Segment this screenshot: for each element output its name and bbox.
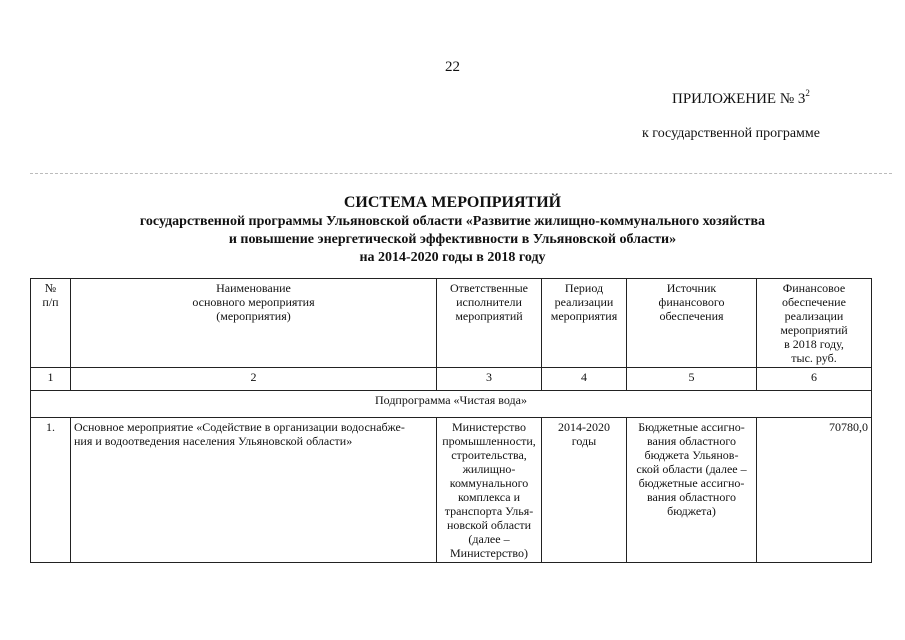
document-subtitle-line-3: на 2014-2020 годы в 2018 году [359, 250, 546, 265]
table-header-row [31, 279, 872, 368]
column-number: 3 [437, 368, 542, 391]
header-number: № п/п [31, 279, 71, 368]
header-executors: Ответственные исполнители мероприятий [437, 279, 542, 368]
appendix-label [672, 88, 810, 108]
table-row [31, 418, 872, 563]
row-amount: 70780,0 [757, 418, 872, 563]
column-number: 6 [757, 368, 872, 391]
appendix-subtitle: к государственной программе [642, 126, 820, 141]
header-source: Источник финансового обеспечения [627, 279, 757, 368]
row-number: 1. [31, 418, 71, 563]
section-row [31, 391, 872, 418]
header-period: Период реализации мероприятия [542, 279, 627, 368]
scan-artifact-line [30, 173, 892, 174]
header-name: Наименование основного мероприятия (мероприятия) [71, 279, 437, 368]
row-funding-source: Бюджетные ассигно- вания областного бюджета Ульянов- ской области (далее – бюджетные ассигно- вания областного бюджета) [627, 418, 757, 563]
section-title: Подпрограмма «Чистая вода» [31, 391, 872, 418]
header-financing: Финансовое обеспечение реализации мероприятий в 2018 году, тыс. руб. [757, 279, 872, 368]
appendix-superscript: 2 [805, 88, 810, 98]
row-executor: Министерство промышленности, строительства, жилищно- коммунального комплекса и транспорта Улья- новской области (далее – Министерство) [437, 418, 542, 563]
column-number-row [31, 368, 872, 391]
events-table [30, 278, 872, 563]
appendix-label-text: ПРИЛОЖЕНИЕ № 3 [672, 91, 806, 107]
document-title: СИСТЕМА МЕРОПРИЯТИЙ [343, 194, 562, 211]
column-number: 5 [627, 368, 757, 391]
column-number: 2 [71, 368, 437, 391]
document-subtitle-line-1: государственной программы Ульяновской области «Развитие жилищно-коммунального хозяйства [139, 214, 766, 229]
document-subtitle-line-2: и повышение энергетической эффективности в Ульяновской области» [228, 232, 677, 247]
column-number: 1 [31, 368, 71, 391]
row-event-name: Основное мероприятие «Содействие в организации водоснабже- ния и водоотведения населения Ульяновской области» [71, 418, 437, 563]
page-number: 22 [445, 59, 460, 75]
row-period: 2014-2020 годы [542, 418, 627, 563]
column-number: 4 [542, 368, 627, 391]
title-block [0, 193, 905, 267]
